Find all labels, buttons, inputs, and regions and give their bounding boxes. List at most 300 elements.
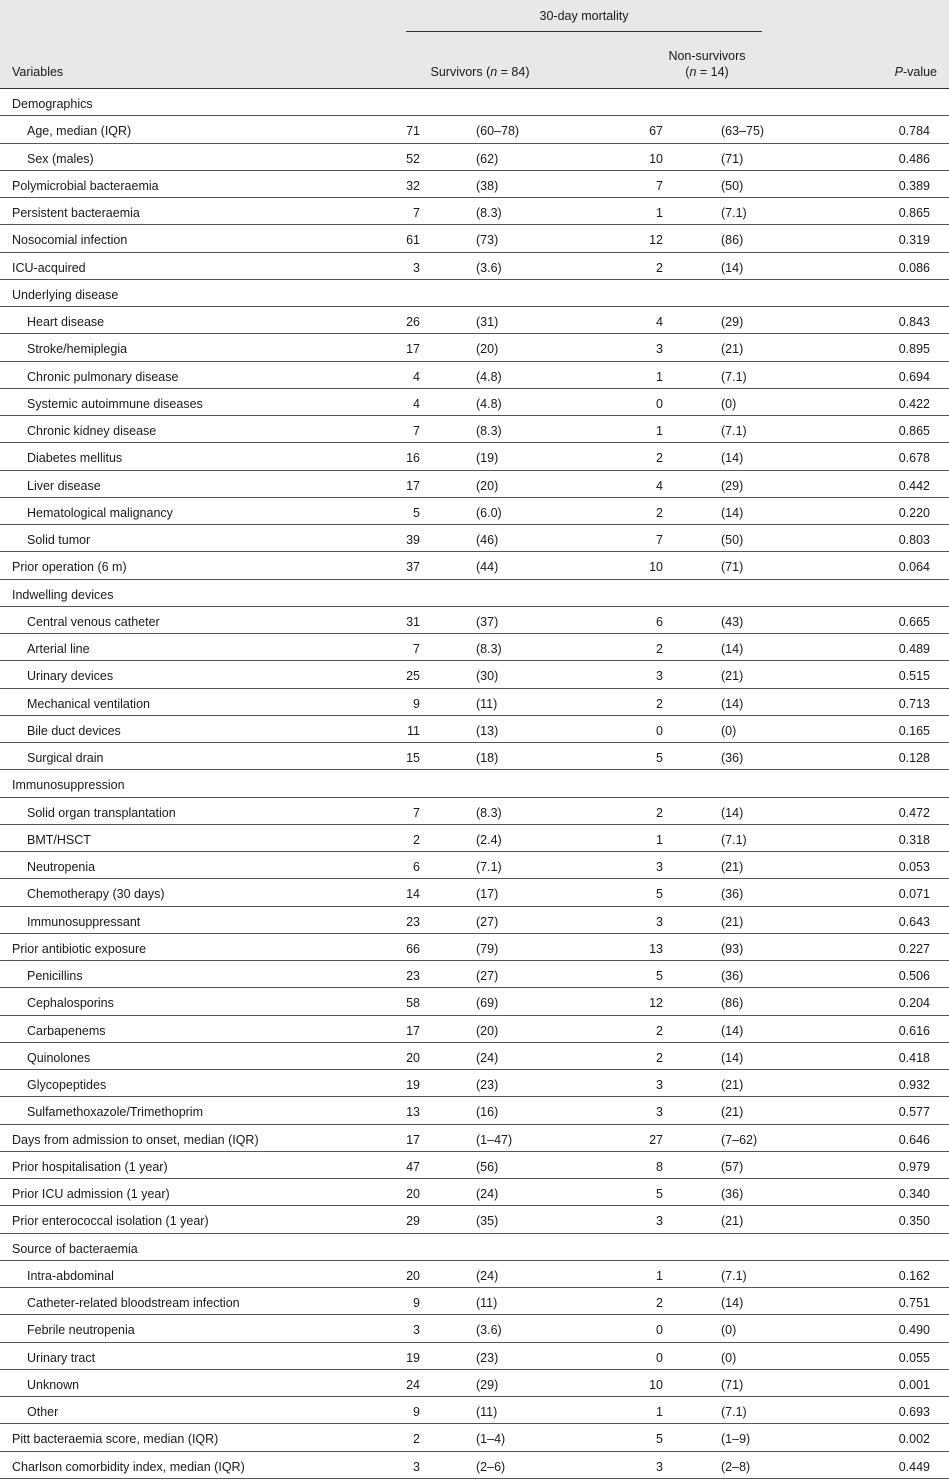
row-label: Quinolones	[27, 1050, 91, 1065]
non-survivors-count: 2	[656, 642, 663, 656]
table-row	[0, 798, 949, 825]
row-label: Central venous catheter	[27, 614, 160, 629]
survivors-percent: (18)	[476, 751, 499, 765]
header-p-value: P-value	[894, 65, 937, 79]
row-label: Stroke/hemiplegia	[27, 342, 128, 357]
survivors-count: 9	[413, 1405, 420, 1419]
survivors-percent: (44)	[476, 560, 499, 575]
table-row	[0, 879, 949, 906]
non-survivors-count: 10	[649, 560, 663, 575]
p-value: 0.442	[898, 478, 930, 493]
non-survivors-count: 3	[656, 669, 663, 684]
survivors-percent: (24)	[476, 1187, 499, 1201]
survivors-percent: (20)	[476, 342, 499, 357]
table-row	[0, 225, 949, 252]
table-row	[0, 89, 949, 116]
row-label: Bile duct devices	[27, 723, 121, 738]
non-survivors-count: 2	[656, 451, 663, 466]
p-value: 0.128	[898, 751, 930, 765]
p-value: 0.002	[898, 1432, 930, 1447]
survivors-percent: (56)	[476, 1159, 499, 1174]
row-label: Solid tumor	[27, 533, 91, 547]
survivors-percent: (31)	[476, 315, 499, 329]
header-non-survivors: Non-survivors (n = 14)	[668, 49, 746, 79]
table-row	[0, 1125, 949, 1152]
survivors-count: 9	[413, 696, 420, 711]
non-survivors-count: 0	[656, 723, 663, 738]
survivors-count: 20	[406, 1050, 420, 1065]
survivors-percent: (69)	[476, 996, 499, 1011]
table-row	[0, 988, 949, 1015]
p-value: 0.001	[898, 1377, 930, 1392]
non-survivors-count: 13	[649, 941, 663, 956]
p-value: 0.843	[898, 315, 930, 329]
row-label: BMT/HSCT	[27, 832, 91, 847]
non-survivors-percent: (36)	[721, 1187, 744, 1201]
non-survivors-count: 12	[649, 996, 663, 1011]
row-label: Age, median (IQR)	[27, 124, 132, 139]
survivors-count: 25	[406, 669, 420, 684]
p-value: 0.086	[898, 260, 930, 275]
row-label: Persistent bacteraemia	[12, 206, 140, 220]
survivors-percent: (8.3)	[476, 206, 502, 220]
row-label: Intra-abdominal	[27, 1268, 114, 1283]
non-survivors-percent: (63–75)	[721, 124, 765, 139]
non-survivors-percent: (14)	[721, 1023, 744, 1038]
non-survivors-percent: (7.1)	[721, 1405, 747, 1419]
survivors-percent: (24)	[476, 1268, 499, 1283]
survivors-percent: (27)	[476, 914, 499, 929]
p-value: 0.422	[898, 396, 930, 411]
survivors-count: 13	[406, 1105, 420, 1120]
row-label: Indwelling devices	[12, 587, 114, 602]
row-label: Catheter-related bloodstream infection	[27, 1296, 240, 1310]
p-value: 0.165	[898, 723, 930, 738]
survivors-percent: (3.6)	[476, 1323, 502, 1338]
survivors-count: 52	[406, 151, 420, 166]
table-row	[0, 825, 949, 852]
non-survivors-count: 2	[656, 260, 663, 275]
non-survivors-percent: (29)	[721, 478, 744, 493]
table-row	[0, 1315, 949, 1342]
non-survivors-count: 3	[656, 342, 663, 357]
survivors-count: 2	[413, 1432, 420, 1447]
survivors-count: 47	[406, 1159, 420, 1174]
non-survivors-count: 1	[656, 206, 663, 220]
p-value: 0.319	[898, 233, 930, 248]
non-survivors-percent: (29)	[721, 315, 744, 329]
survivors-percent: (37)	[476, 614, 499, 629]
survivors-count: 66	[406, 941, 420, 956]
non-survivors-percent: (93)	[721, 941, 744, 956]
table-row	[0, 552, 949, 579]
p-value: 0.489	[898, 642, 930, 656]
p-value: 0.064	[898, 560, 930, 575]
p-value: 0.694	[898, 369, 930, 384]
p-value: 0.865	[898, 424, 930, 438]
non-survivors-percent: (36)	[721, 887, 744, 902]
non-survivors-count: 1	[656, 1268, 663, 1283]
row-label: Urinary devices	[27, 669, 114, 684]
p-value: 0.646	[898, 1132, 930, 1147]
non-survivors-percent: (14)	[721, 451, 744, 466]
non-survivors-percent: (21)	[721, 669, 744, 684]
row-label: Prior ICU admission (1 year)	[12, 1187, 170, 1201]
table-row	[0, 1452, 949, 1479]
row-label: Immunosuppression	[12, 778, 125, 793]
table-row	[0, 1424, 949, 1451]
table-row	[0, 1261, 949, 1288]
survivors-count: 7	[413, 206, 420, 220]
survivors-count: 31	[406, 614, 420, 629]
table-row	[0, 934, 949, 961]
table-row	[0, 389, 949, 416]
table-row	[0, 961, 949, 988]
survivors-percent: (23)	[476, 1078, 499, 1092]
survivors-count: 19	[406, 1078, 420, 1092]
survivors-count: 9	[413, 1296, 420, 1310]
non-survivors-percent: (21)	[721, 860, 744, 874]
survivors-percent: (38)	[476, 178, 499, 193]
non-survivors-percent: (36)	[721, 751, 744, 765]
non-survivors-count: 5	[656, 887, 663, 902]
row-label: Prior enterococcal isolation (1 year)	[12, 1214, 209, 1229]
table-body	[0, 89, 949, 1479]
survivors-percent: (46)	[476, 533, 499, 547]
non-survivors-percent: (86)	[721, 996, 744, 1011]
row-label: Mechanical ventilation	[27, 696, 150, 711]
survivors-percent: (1–47)	[476, 1132, 513, 1147]
table-row	[0, 1016, 949, 1043]
table-row	[0, 1179, 949, 1206]
p-value: 0.418	[898, 1050, 930, 1065]
non-survivors-count: 2	[656, 1050, 663, 1065]
survivors-percent: (29)	[476, 1377, 499, 1392]
p-value: 0.220	[898, 505, 930, 520]
survivors-count: 15	[406, 751, 420, 765]
non-survivors-percent: (21)	[721, 342, 744, 357]
table-row	[0, 716, 949, 743]
non-survivors-count: 2	[656, 505, 663, 520]
non-survivors-count: 5	[656, 751, 663, 765]
non-survivors-percent: (7–62)	[721, 1132, 758, 1147]
non-survivors-count: 6	[656, 614, 663, 629]
table-row	[0, 1152, 949, 1179]
p-value: 0.486	[898, 151, 930, 166]
non-survivors-percent: (21)	[721, 1078, 744, 1092]
table-row	[0, 689, 949, 716]
row-label: Sex (males)	[27, 151, 94, 166]
non-survivors-percent: (0)	[721, 1350, 737, 1365]
table-row	[0, 253, 949, 280]
row-label: Prior hospitalisation (1 year)	[12, 1159, 168, 1174]
p-value: 0.932	[898, 1078, 930, 1092]
table-row	[0, 307, 949, 334]
survivors-percent: (8.3)	[476, 805, 502, 820]
survivors-count: 17	[406, 478, 420, 493]
p-value: 0.162	[898, 1268, 930, 1283]
non-survivors-count: 0	[656, 1350, 663, 1365]
non-survivors-count: 2	[656, 696, 663, 711]
survivors-percent: (35)	[476, 1214, 499, 1229]
non-survivors-count: 12	[649, 233, 663, 248]
table-row	[0, 1234, 949, 1261]
row-label: Days from admission to onset, median (IQR)	[12, 1132, 259, 1147]
non-survivors-count: 3	[656, 1459, 663, 1474]
survivors-count: 2	[413, 832, 420, 847]
p-value: 0.071	[898, 887, 930, 902]
survivors-count: 7	[413, 424, 420, 438]
non-survivors-percent: (50)	[721, 178, 744, 193]
row-label: Heart disease	[27, 315, 105, 329]
survivors-count: 20	[406, 1187, 420, 1201]
non-survivors-count: 1	[656, 424, 663, 438]
p-value: 0.350	[898, 1214, 930, 1229]
row-label: Solid organ transplantation	[27, 805, 176, 820]
survivors-percent: (27)	[476, 969, 499, 983]
survivors-count: 29	[406, 1214, 420, 1229]
survivors-count: 3	[413, 1323, 420, 1338]
survivors-percent: (8.3)	[476, 642, 502, 656]
survivors-count: 23	[406, 969, 420, 983]
survivors-percent: (62)	[476, 151, 499, 166]
table-row	[0, 1043, 949, 1070]
p-value: 0.515	[898, 669, 930, 684]
row-label: Chemotherapy (30 days)	[27, 887, 165, 902]
survivors-percent: (17)	[476, 887, 499, 902]
non-survivors-count: 5	[656, 969, 663, 983]
survivors-count: 14	[406, 887, 420, 902]
table-row	[0, 416, 949, 443]
survivors-percent: (16)	[476, 1105, 499, 1120]
non-survivors-percent: (14)	[721, 642, 744, 656]
table-row	[0, 116, 949, 143]
non-survivors-count: 2	[656, 1023, 663, 1038]
non-survivors-percent: (1–9)	[721, 1432, 751, 1447]
non-survivors-count: 5	[656, 1432, 663, 1447]
row-label: Underlying disease	[12, 287, 119, 302]
survivors-percent: (20)	[476, 1023, 499, 1038]
row-label: Pitt bacteraemia score, median (IQR)	[12, 1432, 219, 1447]
p-value: 0.204	[898, 996, 930, 1011]
survivors-count: 17	[406, 342, 420, 357]
non-survivors-percent: (7.1)	[721, 1268, 747, 1283]
p-value: 0.055	[898, 1350, 930, 1365]
p-value: 0.053	[898, 860, 930, 874]
p-value: 0.472	[898, 805, 930, 820]
survivors-count: 37	[406, 560, 420, 575]
non-survivors-percent: (14)	[721, 696, 744, 711]
survivors-count: 26	[406, 315, 420, 329]
survivors-count: 7	[413, 642, 420, 656]
non-survivors-count: 4	[656, 478, 663, 493]
non-survivors-count: 10	[649, 1377, 663, 1392]
row-label: Prior antibiotic exposure	[12, 941, 147, 956]
table-row	[0, 1343, 949, 1370]
survivors-percent: (30)	[476, 669, 499, 684]
survivors-count: 6	[413, 860, 420, 874]
p-value: 0.318	[898, 832, 930, 847]
survivors-percent: (11)	[476, 1405, 498, 1419]
non-survivors-count: 0	[656, 396, 663, 411]
survivors-count: 3	[413, 1459, 420, 1474]
non-survivors-percent: (14)	[721, 1296, 744, 1310]
table-row	[0, 1370, 949, 1397]
row-label: Sulfamethoxazole/Trimethoprim	[27, 1105, 203, 1120]
non-survivors-count: 67	[649, 124, 663, 139]
header-variables: Variables	[12, 65, 64, 79]
p-value: 0.665	[898, 614, 930, 629]
non-survivors-count: 5	[656, 1187, 663, 1201]
p-value: 0.340	[898, 1187, 930, 1201]
non-survivors-count: 0	[656, 1323, 663, 1338]
table-row	[0, 443, 949, 470]
table-header	[0, 0, 949, 88]
p-value: 0.616	[898, 1023, 930, 1038]
non-survivors-count: 8	[656, 1159, 663, 1174]
non-survivors-count: 3	[656, 1214, 663, 1229]
table-row	[0, 198, 949, 225]
non-survivors-count: 3	[656, 1105, 663, 1120]
p-value: 0.693	[898, 1405, 930, 1419]
row-label: Hematological malignancy	[27, 505, 173, 520]
table-row	[0, 1288, 949, 1315]
table-row	[0, 1070, 949, 1097]
table-row	[0, 607, 949, 634]
table-row	[0, 471, 949, 498]
survivors-percent: (19)	[476, 451, 499, 466]
survivors-percent: (8.3)	[476, 424, 502, 438]
survivors-percent: (3.6)	[476, 260, 502, 275]
non-survivors-percent: (50)	[721, 533, 744, 547]
p-value: 0.678	[898, 451, 930, 466]
non-survivors-percent: (21)	[721, 914, 744, 929]
non-survivors-count: 2	[656, 1296, 663, 1310]
survivors-count: 19	[406, 1350, 420, 1365]
p-value: 0.979	[898, 1159, 930, 1174]
table-row	[0, 498, 949, 525]
table-row	[0, 1397, 949, 1424]
survivors-percent: (4.8)	[476, 396, 502, 411]
non-survivors-percent: (86)	[721, 233, 744, 248]
survivors-percent: (2.4)	[476, 832, 502, 847]
p-value: 0.490	[898, 1323, 930, 1338]
non-survivors-percent: (0)	[721, 723, 737, 738]
survivors-count: 39	[406, 533, 420, 547]
non-survivors-percent: (71)	[721, 1377, 744, 1392]
non-survivors-percent: (7.1)	[721, 206, 747, 220]
row-label: Polymicrobial bacteraemia	[12, 178, 159, 193]
row-label: Nosocomial infection	[12, 233, 128, 248]
non-survivors-count: 7	[656, 178, 663, 193]
survivors-count: 3	[413, 260, 420, 275]
survivors-count: 20	[406, 1268, 420, 1283]
non-survivors-percent: (0)	[721, 396, 737, 411]
non-survivors-percent: (14)	[721, 260, 744, 275]
non-survivors-count: 3	[656, 914, 663, 929]
survivors-count: 16	[406, 451, 420, 466]
survivors-percent: (4.8)	[476, 369, 502, 384]
survivors-count: 24	[406, 1377, 420, 1392]
row-label: Demographics	[12, 97, 93, 111]
survivors-count: 71	[406, 124, 420, 139]
non-survivors-percent: (14)	[721, 1050, 744, 1065]
p-value: 0.389	[898, 178, 930, 193]
non-survivors-percent: (7.1)	[721, 832, 747, 847]
table-row	[0, 580, 949, 607]
p-value: 0.449	[898, 1459, 930, 1474]
survivors-percent: (13)	[476, 723, 499, 738]
table-row	[0, 334, 949, 361]
table-row	[0, 634, 949, 661]
non-survivors-percent: (7.1)	[721, 424, 747, 438]
survivors-percent: (20)	[476, 478, 499, 493]
row-label: Carbapenems	[27, 1023, 106, 1038]
table-row	[0, 1206, 949, 1233]
table-row	[0, 661, 949, 688]
survivors-percent: (2–6)	[476, 1459, 506, 1474]
p-value: 0.643	[898, 914, 930, 929]
table-row	[0, 280, 949, 307]
survivors-count: 5	[413, 505, 420, 520]
survivors-count: 32	[406, 178, 420, 193]
row-label: Febrile neutropenia	[27, 1323, 135, 1338]
row-label: Diabetes mellitus	[27, 451, 123, 466]
row-label: Chronic kidney disease	[27, 424, 157, 438]
header-survivors: Survivors (n = 84)	[430, 65, 530, 79]
table-row	[0, 525, 949, 552]
non-survivors-count: 4	[656, 315, 663, 329]
row-label: Urinary tract	[27, 1350, 96, 1365]
p-value: 0.784	[898, 124, 930, 139]
non-survivors-count: 10	[649, 151, 663, 166]
table-row	[0, 907, 949, 934]
table-row	[0, 770, 949, 797]
table-row	[0, 171, 949, 198]
p-value: 0.577	[898, 1105, 930, 1120]
table-row	[0, 144, 949, 171]
row-label: Systemic autoimmune diseases	[27, 396, 203, 411]
non-survivors-percent: (14)	[721, 505, 744, 520]
group-title: 30-day mortality	[539, 9, 629, 23]
non-survivors-percent: (71)	[721, 560, 744, 575]
non-survivors-percent: (21)	[721, 1214, 744, 1229]
non-survivors-percent: (43)	[721, 614, 744, 629]
non-survivors-percent: (14)	[721, 805, 744, 820]
survivors-count: 23	[406, 914, 420, 929]
survivors-count: 58	[406, 996, 420, 1011]
survivors-count: 17	[406, 1132, 420, 1147]
p-value: 0.895	[898, 342, 930, 357]
row-label: Charlson comorbidity index, median (IQR)	[12, 1459, 245, 1474]
row-label: ICU-acquired	[12, 260, 86, 275]
survivors-percent: (24)	[476, 1050, 499, 1065]
non-survivors-percent: (21)	[721, 1105, 744, 1120]
row-label: Arterial line	[27, 642, 90, 656]
survivors-count: 61	[406, 233, 420, 248]
survivors-percent: (1–4)	[476, 1432, 506, 1447]
table-row	[0, 743, 949, 770]
non-survivors-percent: (36)	[721, 969, 744, 983]
survivors-percent: (6.0)	[476, 505, 502, 520]
survivors-percent: (7.1)	[476, 860, 502, 874]
row-label: Neutropenia	[27, 860, 96, 874]
survivors-percent: (11)	[476, 696, 498, 711]
row-label: Chronic pulmonary disease	[27, 369, 179, 384]
non-survivors-percent: (0)	[721, 1323, 737, 1338]
survivors-count: 4	[413, 396, 420, 411]
non-survivors-percent: (71)	[721, 151, 744, 166]
